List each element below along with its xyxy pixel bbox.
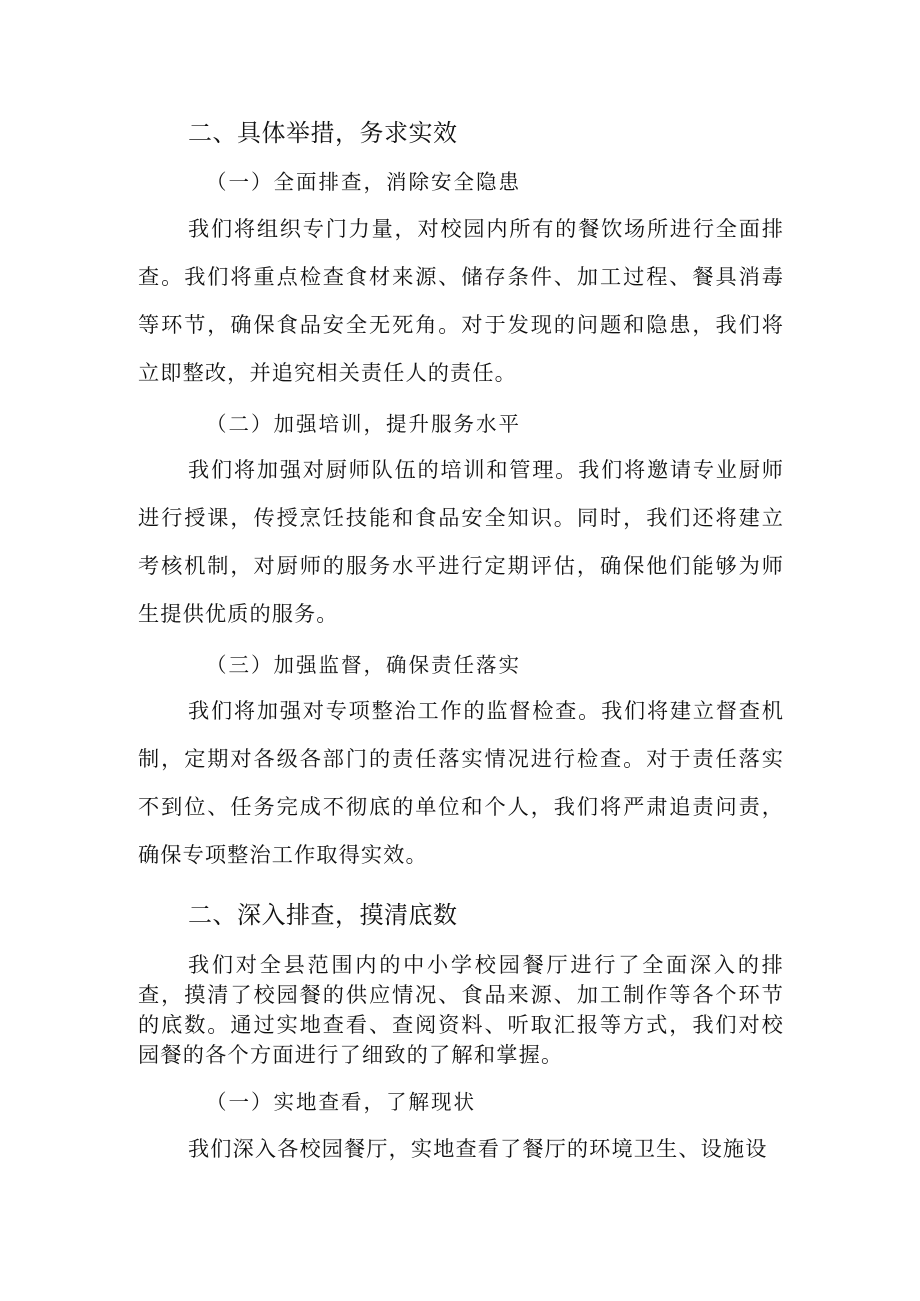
paragraph-inspection: 我们将组织专门力量，对校园内所有的餐饮场所进行全面排查。我们将重点检查食材来源、储存条件、加工过程、餐具消毒等环节，确保食品安全无死角。对于发现的问题和隐患，我们将立即整改，并追究相关责任人的责任。 (138, 216, 784, 385)
paragraph-training: 我们将加强对厨师队伍的培训和管理。我们将邀请专业厨师进行授课，传授烹饪技能和食品安全知识。同时，我们还将建立考核机制，对厨师的服务水平进行定期评估，确保他们能够为师生提供优质的服务。 (138, 457, 784, 626)
paragraph-supervision: 我们将加强对专项整治工作的监督检查。我们将建立督查机制，定期对各级各部门的责任落实情况进行检查。对于责任落实不到位、任务完成不彻底的单位和个人，我们将严肃追责问责，确保专项整治工作取得实效。 (138, 698, 784, 867)
paragraph-investigation-intro: 我们对全县范围内的中小学校园餐厅进行了全面深入的排查，摸清了校园餐的供应情况、食品来源、加工制作等各个环节的底数。通过实地查看、查阅资料、听取汇报等方式，我们对校园餐的各个方面进行了细致的了解和掌握。 (138, 952, 784, 1067)
paragraph-site-visit: 我们深入各校园餐厅，实地查看了餐厅的环境卫生、设施设 (188, 1136, 768, 1161)
section-heading-measures: 二、具体举措，务求实效 (188, 119, 458, 147)
subsection-title-supervision: （三）加强监督，确保责任落实 (206, 653, 521, 677)
subsection-title-site-visit: （一）实地查看，了解现状 (206, 1090, 476, 1114)
subsection-title-training: （二）加强培训，提升服务水平 (206, 412, 521, 436)
section-heading-investigation: 二、深入排查，摸清底数 (188, 901, 458, 929)
subsection-title-inspection: （一）全面排查，消除安全隐患 (206, 170, 521, 194)
